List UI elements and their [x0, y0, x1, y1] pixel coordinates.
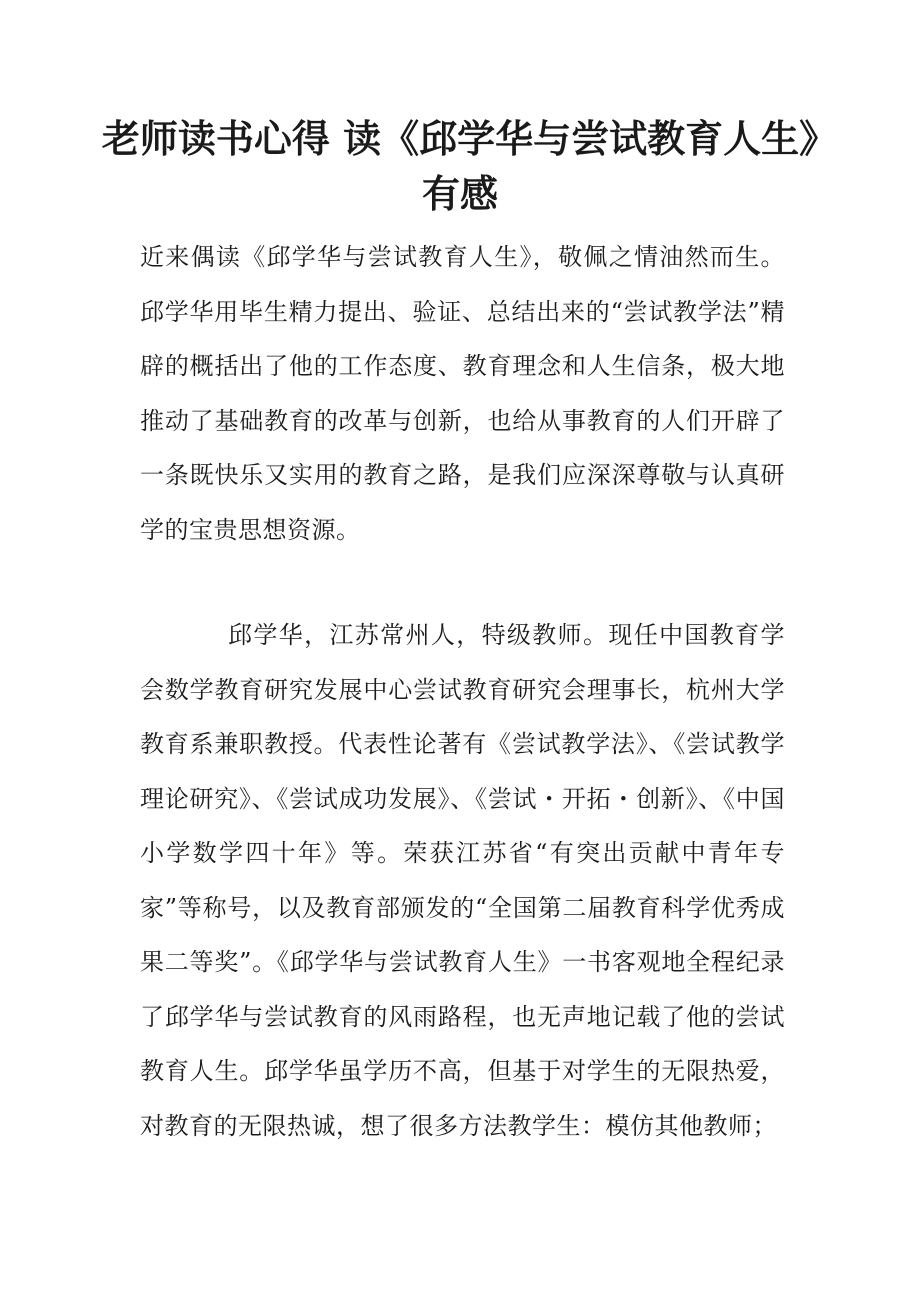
paragraph-intro: 近来偶读《邱学华与尝试教育人生》，敬佩之情油然而生。邱学华用毕生精力提出、验证、总结出来的“尝试教学法”精辟的概括出了他的工作态度、教育理念和人生信条，极大地推动了基础教育的改革与创新，也给从事教育的人们开辟了一条既快乐又实用的教育之路，是我们应深深尊敬与认真研学的宝贵思想资源。 [140, 243, 785, 544]
paragraph-biography: 邱学华，江苏常州人，特级教师。现任中国教育学会数学教育研究发展中心尝试教育研究会理事长，杭州大学教育系兼职教授。代表性论著有《尝试教学法》、《尝试教学理论研究》、《尝试成功发展》、《尝试・开拓・创新》、《中国小学数学四十年》等。荣获江苏省“有突出贡献中青年专家”等称号，以及教育部颁发的“全国第二届教育科学优秀成果二等奖”。《邱学华与尝试教育人生》一书客观地全程纪录了邱学华与尝试教育的风雨路程，也无声地记载了他的尝试教育人生。邱学华虽学历不高，但基于对学生的无限热爱，对教育的无限热诚，想了很多方法教学生：模仿其他教师； [140, 621, 785, 1140]
page-title: 老师读书心得 读《邱学华与尝试教育人生》有感 [101, 117, 819, 216]
